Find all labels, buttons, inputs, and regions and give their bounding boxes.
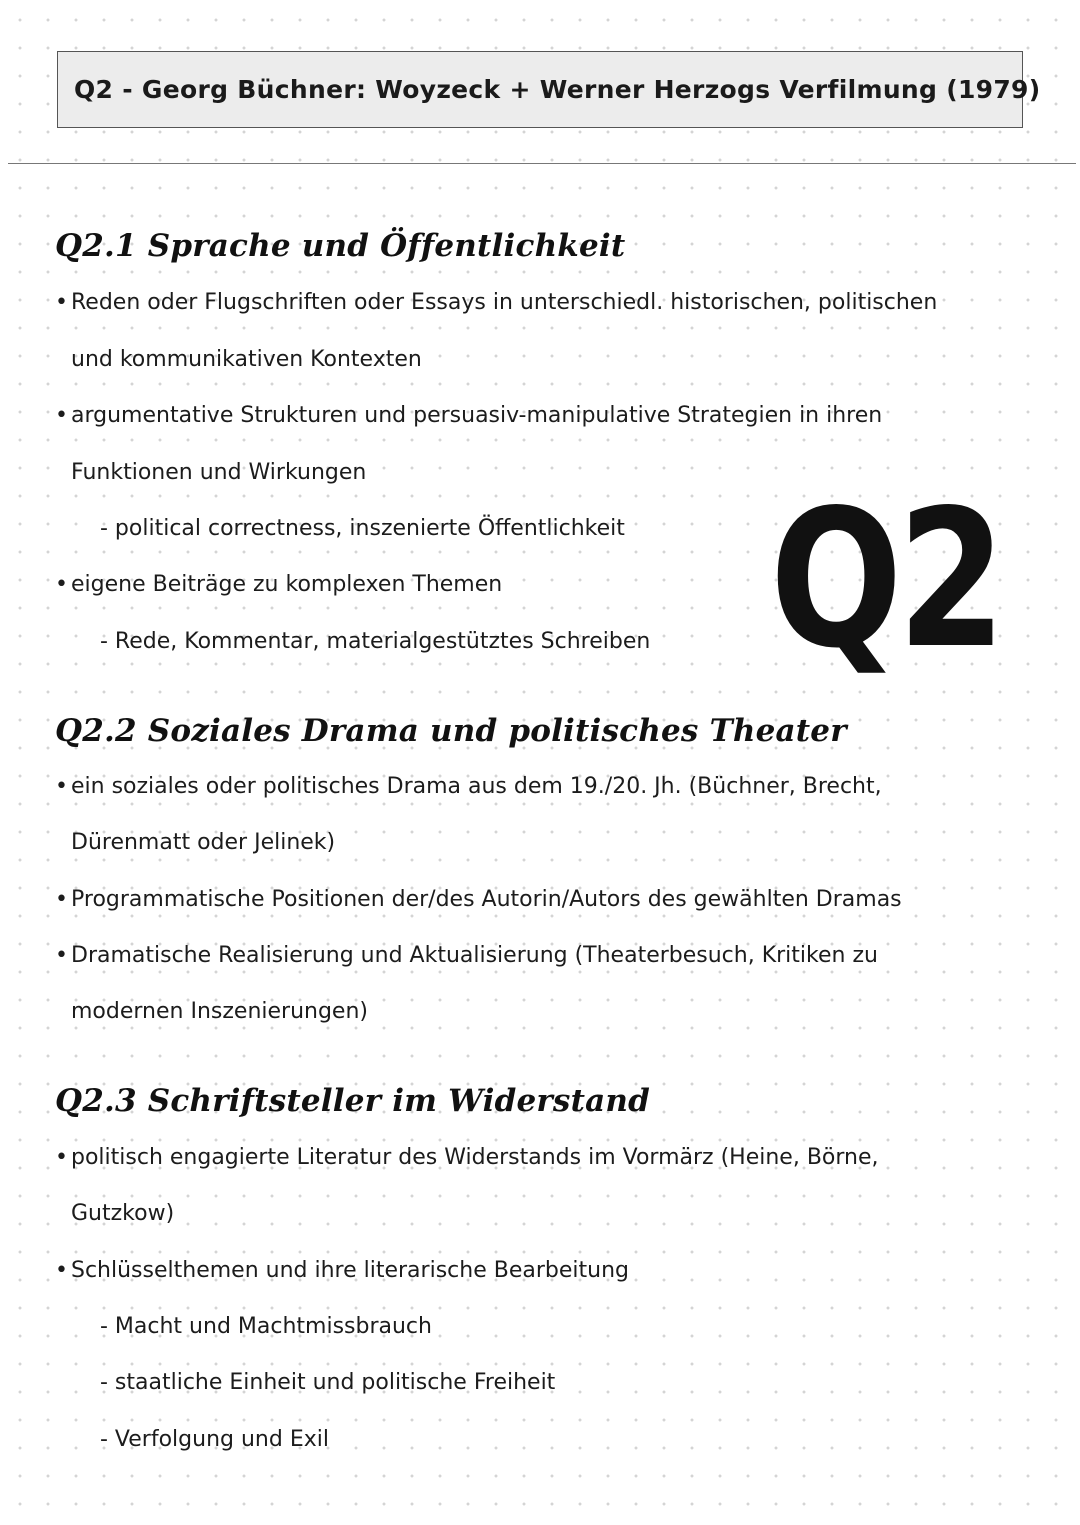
list-item-continuation: und kommunikativen Kontexten [71,347,422,372]
bullet-icon: • [55,1145,68,1170]
bullet-icon: • [55,403,68,428]
list-item: Reden oder Flugschriften oder Essays in unterschiedl. historischen, politischen [71,290,938,315]
section-title-q2-3: Q2.3 Schriftsteller im Widerstand [55,1083,651,1119]
header-box [57,51,1041,128]
bullet-icon: • [55,1258,68,1283]
section-title-q2-1: Q2.1 Sprache und Öffentlichkeit [55,228,626,264]
bullet-icon: • [55,290,68,315]
sub-list-item: - political correctness, inszenierte Öffentlichkeit [100,516,625,541]
bullet-icon: • [55,774,68,799]
sub-list-item: - Macht und Machtmissbrauch [100,1314,432,1339]
list-item-continuation: Funktionen und Wirkungen [71,460,367,485]
bullet-icon: • [55,943,68,968]
bullet-icon: • [55,572,68,597]
list-item: ein soziales oder politisches Drama aus dem 19./20. Jh. (Büchner, Brecht, [71,774,882,799]
list-item: Programmatische Positionen der/des Autorin/Autors des gewählten Dramas [71,887,902,912]
list-item: eigene Beiträge zu komplexen Themen [71,572,503,597]
list-item-continuation: Gutzkow) [71,1201,175,1226]
section-title-q2-2: Q2.2 Soziales Drama und politisches Theater [55,713,847,749]
bullet-icon: • [55,887,68,912]
page-title: Q2 - Georg Büchner: Woyzeck + Werner Herzogs Verfilmung (1979) [74,75,1041,104]
big-q2-label: Q2 [770,469,1002,690]
list-item-continuation: modernen Inszenierungen) [71,999,368,1024]
sub-list-item: - Verfolgung und Exil [100,1427,329,1452]
list-item: Schlüsselthemen und ihre literarische Bearbeitung [71,1258,629,1283]
list-item: politisch engagierte Literatur des Widerstands im Vormärz (Heine, Börne, [71,1145,879,1170]
sub-list-item: - Rede, Kommentar, materialgestütztes Schreiben [100,629,651,654]
list-item-continuation: Dürenmatt oder Jelinek) [71,830,336,855]
list-item: argumentative Strukturen und persuasiv-manipulative Strategien in ihren [71,403,883,428]
sub-list-item: - staatliche Einheit und politische Freiheit [100,1370,556,1395]
list-item: Dramatische Realisierung und Aktualisierung (Theaterbesuch, Kritiken zu [71,943,878,968]
header-divider [8,163,1076,164]
